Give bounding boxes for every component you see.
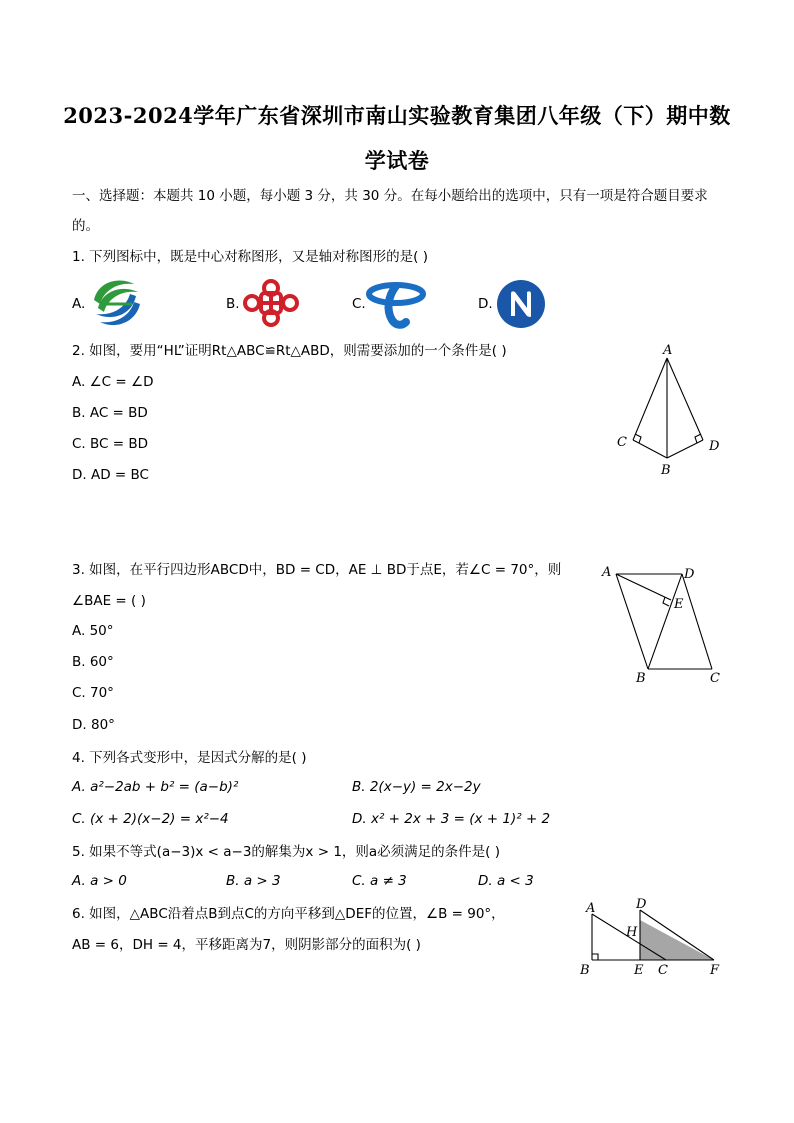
q3-label-a: A [602, 565, 612, 580]
q6-label-e: E [634, 963, 644, 978]
q5-option-b: B. a > 3 [226, 873, 281, 889]
q2-option-d: D. AD = BC [72, 467, 149, 483]
q2-kite-figure [605, 340, 735, 480]
q6-label-b: B [580, 963, 590, 978]
question-5-stem: 5. 如果不等式(a−3)x < a−3的解集为x > 1，则a必须满足的条件是( ) [72, 844, 501, 860]
section-instructions-continued: 的。 [72, 218, 99, 234]
question-4-stem: 4. 下列各式变形中，是因式分解的是( ) [72, 750, 307, 766]
q6-label-h: H [626, 925, 638, 940]
q2-label-a: A [663, 343, 673, 358]
q3-label-b: B [636, 671, 646, 686]
q5-option-d: D. a < 3 [478, 873, 534, 889]
q5-option-a: A. a > 0 [72, 873, 127, 889]
q4-option-d: D. x² + 2x + 3 = (x + 1)² + 2 [352, 811, 551, 827]
q3-label-e: E [674, 597, 684, 612]
q6-label-f: F [710, 963, 720, 978]
q3-option-a: A. 50° [72, 623, 114, 639]
china-unicom-knot-icon [242, 278, 300, 328]
question-2-stem: 2. 如图，要用“HL”证明Rt△ABC≌Rt△ABD，则需要添加的一个条件是( ) [72, 343, 507, 359]
q5-option-c: C. a ≠ 3 [352, 873, 407, 889]
question-3-stem: 3. 如图，在平行四边形ABCD中，BD = CD，AE ⊥ BD于点E，若∠C = 70°，则 [72, 562, 562, 578]
question-1-stem: 1. 下列图标中，既是中心对称图形，又是轴对称图形的是( ) [72, 249, 428, 265]
q1-option-a-label: A. [72, 296, 86, 312]
q1-option-b-label: B. [226, 296, 240, 312]
q4-option-b: B. 2(x−y) = 2x−2y [352, 779, 481, 795]
question-6-stem-continued: AB = 6，DH = 4，平移距离为7，则阴影部分的面积为( ) [72, 937, 421, 953]
china-mobile-logo-icon [88, 274, 146, 332]
q6-translation-figure [574, 898, 734, 980]
question-3-stem-continued: ∠BAE = ( ) [72, 593, 146, 609]
q1-option-d-label: D. [478, 296, 493, 312]
q2-option-b: B. AC = BD [72, 405, 148, 421]
q6-label-a: A [586, 901, 596, 916]
page-title: 2023-2024学年广东省深圳市南山实验教育集团八年级（下）期中数 [63, 103, 731, 128]
q3-option-c: C. 70° [72, 685, 114, 701]
china-telecom-icon [366, 276, 426, 330]
q2-label-b: B [661, 463, 671, 478]
q2-label-c: C [617, 435, 627, 450]
q3-label-c: C [710, 671, 720, 686]
page-title-continued: 学试卷 [364, 148, 430, 173]
q6-label-c: C [658, 963, 668, 978]
q4-option-a: A. a²−2ab + b² = (a−b)² [72, 779, 239, 795]
q3-parallelogram-figure [598, 560, 728, 688]
question-6-stem: 6. 如图，△ABC沿着点B到点C的方向平移到△DEF的位置，∠B = 90°， [72, 906, 505, 922]
q4-option-c: C. (x + 2)(x−2) = x²−4 [72, 811, 229, 827]
q6-label-d: D [636, 898, 647, 912]
n-circle-logo-icon [495, 278, 547, 330]
q3-option-d: D. 80° [72, 717, 115, 733]
section-instructions: 一、选择题：本题共 10 小题，每小题 3 分，共 30 分。在每小题给出的选项中，只有一项是符合题目要求 [72, 188, 708, 204]
q1-option-c-label: C. [352, 296, 366, 312]
q2-label-d: D [709, 439, 720, 454]
q3-option-b: B. 60° [72, 654, 114, 670]
q2-option-c: C. BC = BD [72, 436, 149, 452]
q3-label-d: D [684, 567, 695, 582]
q2-option-a: A. ∠C = ∠D [72, 374, 154, 390]
